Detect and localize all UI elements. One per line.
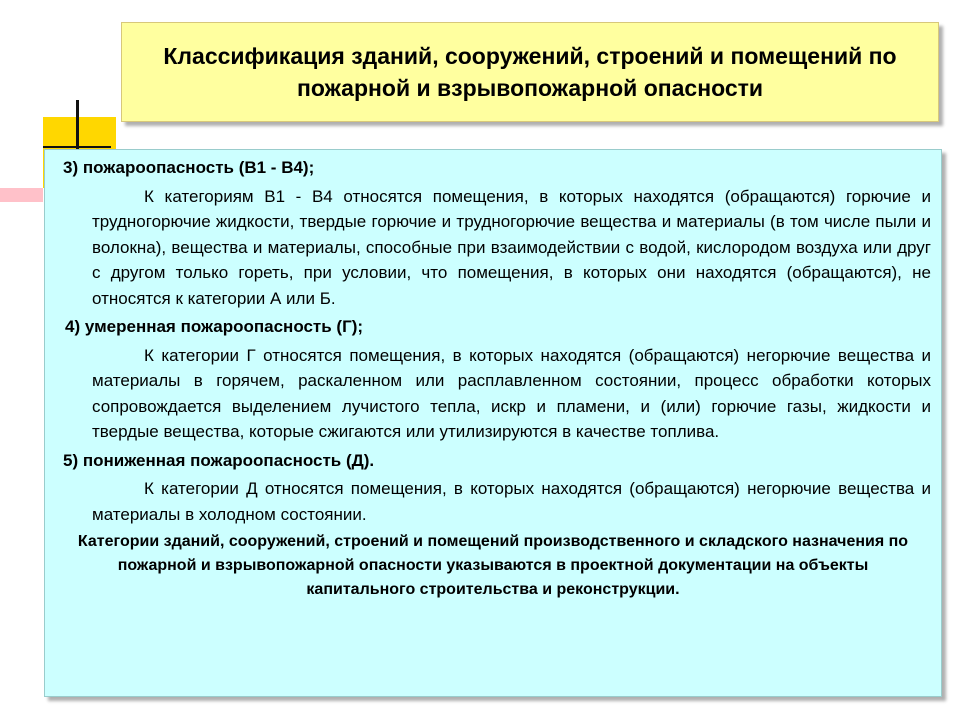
section-text-v1-v4: К категориям В1 - В4 относятся помещения, в которых находятся (обращаются) горючие и трудногорючие жидкости, твердые горючие и трудногорючие вещества и материалы (в том числе пыли и волокна), вещества и материалы, способные при взаимодействии с водой, кислородом воздуха или друг с другом только гореть, при условии, что помещения, в которых они находятся (обращаются), не относятся к категории А или Б. — [92, 186, 931, 308]
section-text-g: К категории Г относятся помещения, в которых находятся (обращаются) негорючие вещества и материалы в горячем, раскаленном или расплавленном состоянии, процесс обработки которых сопровождается выделением лучистого тепла, искр и пламени, и (или) горючие газы, жидкости и твердые вещества, которые сжигаются или утилизируются в качестве топлива. — [92, 345, 931, 441]
section-text-d: К категории Д относятся помещения, в которых находятся (обращаются) негорючие вещества и материалы в холодном состоянии. — [92, 479, 931, 524]
decorative-vertical-line — [76, 100, 79, 150]
section-heading-g: 4) умеренная пожароопасность (Г); — [65, 317, 364, 336]
section-heading-d: 5) пониженная пожароопасность (Д). — [63, 450, 375, 470]
section-heading-v1-v4: 3) пожароопасность (В1 - В4); — [63, 158, 315, 177]
title-box — [121, 22, 939, 122]
content-box — [44, 149, 942, 697]
page-title: Классификация зданий, сооружений, строений и помещений по пожарной и взрывопожарной опасности — [163, 43, 897, 101]
decorative-horizontal-line — [43, 146, 111, 148]
footer-note: Категории зданий, сооружений, строений и помещений производственного и складского назначения по пожарной и взрывопожарной опасности указываются в проектной документации на объекты капитального строительства и реконструкции. — [77, 533, 909, 598]
decorative-pink-square — [0, 188, 43, 202]
